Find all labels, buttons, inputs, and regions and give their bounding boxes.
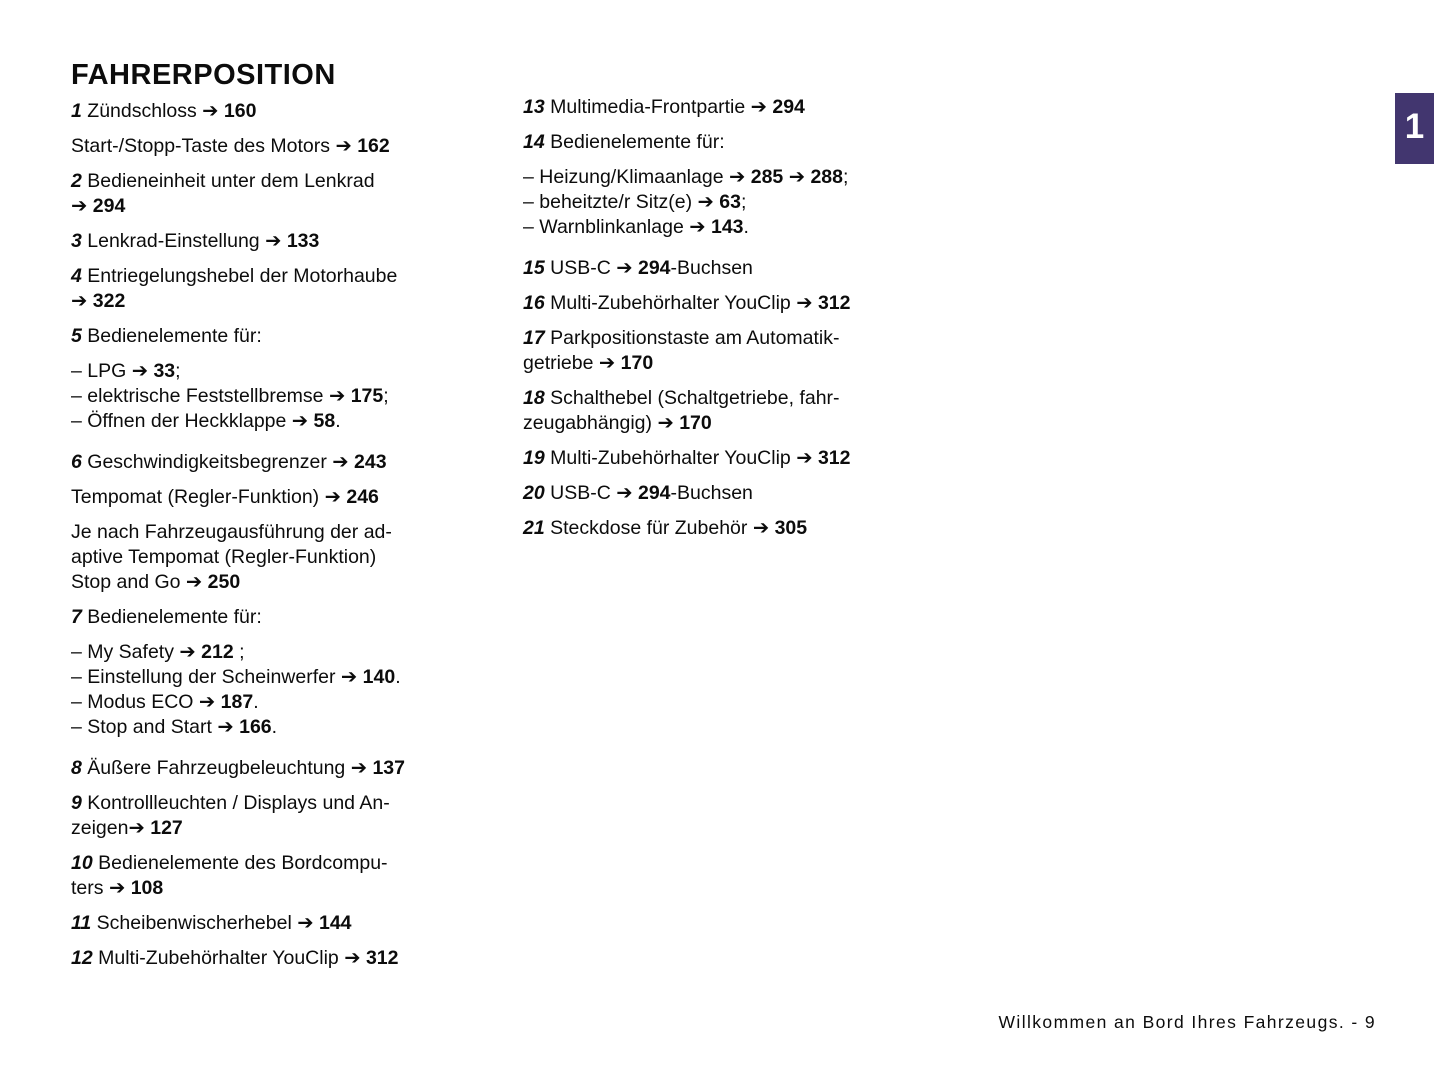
right-column [523,95,953,551]
item-number: 3 [71,230,82,252]
list-item: 1 Zündschloss ➔ 160 [71,100,257,122]
page-ref: ➔ 294 [71,195,126,217]
arrow-icon: ➔ [689,216,706,238]
list-item: Je nach Fahrzeugausführung der ad- aptive Tempomat (Regler-Funktion) Stop and Go ➔ 250 [71,521,392,593]
arrow-icon: ➔ [796,292,813,314]
list-item: 12 Multi-Zubehörhalter YouClip ➔ 312 [71,947,399,969]
page-ref: ➔ 144 [297,912,352,934]
item-number: 19 [523,447,545,469]
arrow-icon: ➔ [131,360,149,382]
list-item: 16 Multi-Zubehörhalter YouClip ➔ 312 [523,292,851,314]
arrow-icon: ➔ [697,191,714,213]
item-number: 6 [71,451,82,473]
arrow-icon: ➔ [616,482,633,504]
item-number: 14 [523,131,545,153]
page-ref: ➔ 322 [71,290,126,312]
item-number: 10 [71,852,93,874]
item-number: 21 [523,517,545,539]
arrow-icon: ➔ [335,135,352,157]
arrow-icon: ➔ [198,691,216,713]
page-ref: ➔ 250 [185,571,241,593]
page-ref: ➔ 166 [217,716,272,738]
list-item: 18 Schalthebel (Schaltgetriebe, fahr- zeugabhängig) ➔ 170 [523,387,840,434]
page-ref: ➔ 160 [202,100,257,122]
list-item: 5 Bedienelemente für: [71,325,262,347]
item-number: 15 [523,257,545,279]
arrow-icon: ➔ [297,912,314,934]
page-ref: ➔ 294 [616,482,671,504]
arrow-icon: ➔ [616,257,633,279]
arrow-icon: ➔ [332,451,349,473]
list-item: 10 Bedienelemente des Bordcompu- ters ➔ 108 [71,852,388,899]
list-item: 19 Multi-Zubehörhalter YouClip ➔ 312 [523,447,851,469]
list-item: 11 Scheibenwischerhebel ➔ 144 [71,912,352,934]
arrow-icon: ➔ [185,571,203,593]
item-number: 13 [523,96,545,118]
item-number: 1 [71,100,82,122]
item-number: 17 [523,327,545,349]
item-number: 7 [71,606,82,628]
arrow-icon: ➔ [350,757,368,779]
arrow-icon: ➔ [340,666,358,688]
page-ref: ➔ 33 [131,360,176,382]
page-ref: ➔ 243 [332,451,387,473]
arrow-icon: ➔ [796,447,813,469]
arrow-icon: ➔ [71,290,88,312]
item-number: 5 [71,325,82,347]
arrow-icon: ➔ [291,410,309,432]
item-number: 20 [523,482,545,504]
arrow-icon: ➔ [328,385,346,407]
item-number: 9 [71,792,82,814]
list-item: 6 Geschwindigkeitsbegrenzer ➔ 243 [71,451,387,473]
arrow-icon: ➔ [728,166,746,188]
arrow-icon: ➔ [324,486,341,508]
page-title: FAHRERPOSITION [71,59,336,92]
page-ref: ➔ 170 [657,412,712,434]
page-ref: ➔ 175 [328,385,384,407]
arrow-icon: ➔ [788,166,806,188]
arrow-icon: ➔ [202,100,219,122]
list-item: 20 USB-C ➔ 294-Buchsen [523,482,753,504]
list-item: 21 Steckdose für Zubehör ➔ 305 [523,517,808,539]
list-item: Tempomat (Regler-Funktion) ➔ 246 [71,486,379,508]
page-ref: ➔ 305 [752,517,808,539]
arrow-icon: ➔ [750,96,767,118]
arrow-icon: ➔ [71,195,88,217]
list-item: 8 Äußere Fahrzeugbeleuchtung ➔ 137 [71,757,405,779]
page-ref: ➔ 143 [689,216,744,238]
arrow-icon: ➔ [217,716,234,738]
arrow-icon: ➔ [265,230,282,252]
page-ref: ➔ 312 [344,947,399,969]
item-number: 12 [71,947,93,969]
page-ref: ➔ 58 [291,410,336,432]
item-number: 11 [71,912,92,934]
arrow-icon: ➔ [179,641,196,663]
page-ref: ➔ 108 [108,877,164,899]
page-ref: ➔ 312 [796,447,851,469]
page-ref: ➔ 63 [697,191,741,213]
footer-text: Willkommen an Bord Ihres Fahrzeugs. - 9 [998,1012,1376,1032]
item-number: 16 [523,292,545,314]
list-item: 14 Bedienelemente für: [523,131,725,153]
page-ref: ➔ 127 [128,817,183,839]
page-ref: ➔ 294 [616,257,671,279]
list-item: 13 Multimedia-Frontpartie ➔ 294 [523,96,805,118]
left-column [71,99,501,981]
item-number: 8 [71,757,82,779]
page-ref: ➔ 312 [796,292,851,314]
list-item: 2 Bedieneinheit unter dem Lenkrad ➔ 294 [71,170,375,217]
sub-item-group: – My Safety ➔ 212 ; – Einstellung der Scheinwerfer ➔ 140. – Modus ECO ➔ 187. – Stop and Start ➔ 166. [71,641,401,738]
arrow-icon: ➔ [598,352,616,374]
page-ref: ➔ 162 [335,135,390,157]
page-ref: ➔ 285 [728,166,784,188]
list-item: 7 Bedienelemente für: [71,606,262,628]
list-item: Start-/Stopp-Taste des Motors ➔ 162 [71,135,390,157]
sub-item-group: – LPG ➔ 33; – elektrische Feststellbremse ➔ 175; – Öffnen der Heckklappe ➔ 58. [71,360,389,432]
list-item: 3 Lenkrad-Einstellung ➔ 133 [71,230,320,252]
page-ref: ➔ 170 [598,352,654,374]
page-ref: ➔ 133 [265,230,320,252]
item-number: 4 [71,265,82,287]
list-item: 17 Parkpositionstaste am Automatik- getriebe ➔ 170 [523,327,840,374]
arrow-icon: ➔ [128,817,145,839]
arrow-icon: ➔ [752,517,770,539]
page-ref: ➔ 187 [198,691,254,713]
list-item: 4 Entriegelungshebel der Motorhaube ➔ 322 [71,265,398,312]
page-ref: ➔ 246 [324,486,379,508]
page-ref: ➔ 294 [750,96,805,118]
section-tab-number: 1 [1404,106,1425,146]
section-tab [1395,93,1434,164]
page-ref: ➔ 212 [179,641,234,663]
list-item: 15 USB-C ➔ 294-Buchsen [523,257,753,279]
arrow-icon: ➔ [108,877,126,899]
item-number: 18 [523,387,545,409]
page-ref: ➔ 137 [350,757,405,779]
page-ref: ➔ 288 [788,166,843,188]
page-ref: ➔ 140 [340,666,396,688]
item-number: 2 [71,170,82,192]
arrow-icon: ➔ [344,947,361,969]
list-item: 9 Kontrollleuchten / Displays und An- zeigen➔ 127 [71,792,390,839]
arrow-icon: ➔ [657,412,674,434]
sub-item-group: – Heizung/Klimaanlage ➔ 285 ➔ 288; – beheitzte/r Sitz(e) ➔ 63; – Warnblinkanlage ➔ 143. [523,166,849,238]
